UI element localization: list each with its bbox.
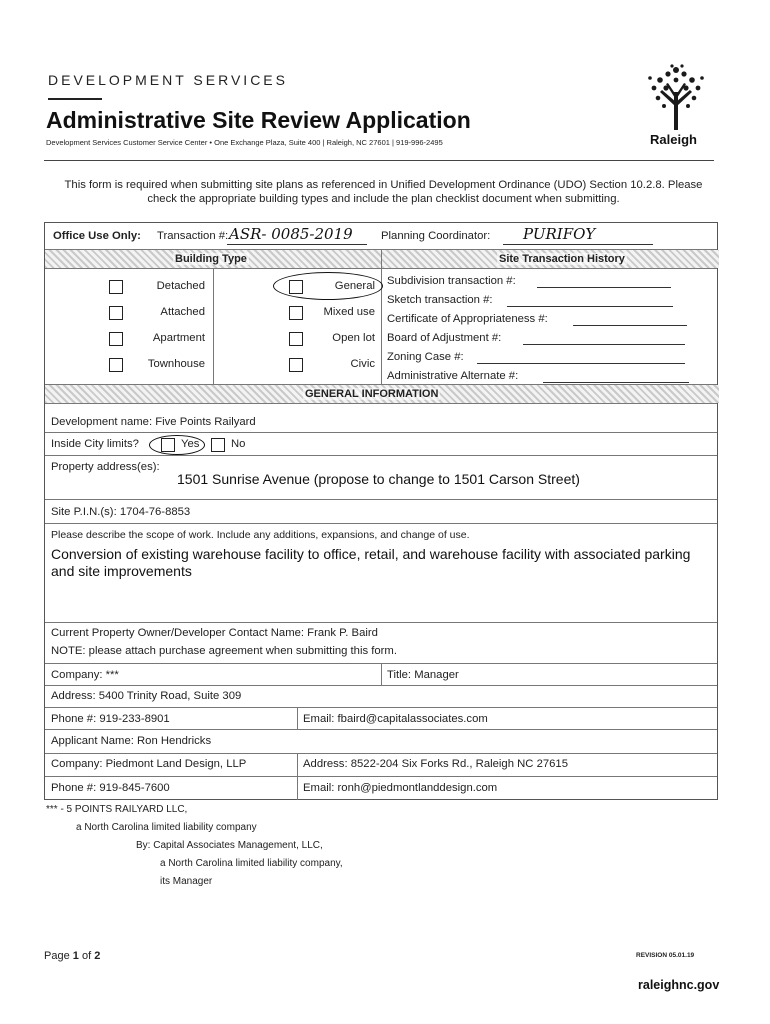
footnote-line-5: its Manager xyxy=(160,876,213,887)
checkbox-attached[interactable] xyxy=(109,306,123,320)
row-divider xyxy=(45,753,717,754)
revision-label: REVISION 05.01.19 xyxy=(636,952,695,959)
column-divider xyxy=(381,664,382,685)
purchase-note: NOTE: please attach purchase agreement when submitting this form. xyxy=(51,645,397,657)
application-form xyxy=(44,222,718,800)
scope-label: Please describe the scope of work. Include any additions, expansions, and change of use. xyxy=(51,529,470,541)
zoning-case-input[interactable] xyxy=(477,363,685,364)
footnote-line-2: a North Carolina limited liability company xyxy=(76,822,257,833)
transaction-number-handwritten[interactable]: ASR- 0085-2019 xyxy=(229,225,353,243)
department-underline xyxy=(48,98,102,100)
row-divider xyxy=(45,622,717,623)
checkbox-mixed-use[interactable] xyxy=(289,306,303,320)
column-divider xyxy=(297,708,298,729)
board-adjustment-input[interactable] xyxy=(523,344,685,345)
inside-city-limits-label: Inside City limits? xyxy=(51,438,139,450)
form-title: Administrative Site Review Application xyxy=(46,107,471,133)
department-label: DEVELOPMENT SERVICES xyxy=(48,72,288,88)
checkbox-open-lot[interactable] xyxy=(289,332,303,346)
yes-circled-mark xyxy=(149,435,205,455)
owner-phone: Phone #: 919-233-8901 xyxy=(51,713,170,725)
column-divider xyxy=(381,250,382,384)
page-number: Page 1 of 2 xyxy=(44,950,101,962)
subdivision-input[interactable] xyxy=(537,287,671,288)
coa-input[interactable] xyxy=(573,325,687,326)
applicant-company: Company: Piedmont Land Design, LLP xyxy=(51,758,247,770)
row-divider xyxy=(45,685,717,686)
label-civic: Civic xyxy=(350,358,375,370)
sketch-label: Sketch transaction #: xyxy=(387,294,493,306)
admin-alternate-input[interactable] xyxy=(543,382,689,383)
applicant-email: Email: ronh@piedmontlanddesign.com xyxy=(303,782,498,794)
column-divider xyxy=(213,269,214,384)
office-use-label: Office Use Only: xyxy=(53,230,141,242)
raleigh-logo-text: Raleigh xyxy=(650,132,697,147)
owner-contact-name: Current Property Owner/Developer Contact Name: Frank P. Baird xyxy=(51,627,378,639)
admin-alternate-label: Administrative Alternate #: xyxy=(387,370,519,382)
row-divider xyxy=(45,455,717,456)
checkbox-city-limits-no[interactable] xyxy=(211,438,225,452)
site-pin: Site P.I.N.(s): 1704-76-8853 xyxy=(51,506,191,518)
checkbox-civic[interactable] xyxy=(289,358,303,372)
zoning-case-label: Zoning Case #: xyxy=(387,351,464,363)
label-general: General xyxy=(334,280,375,292)
site-history-heading: Site Transaction History xyxy=(499,253,625,265)
scope-value[interactable]: Conversion of existing warehouse facility to office, retail, and warehouse facility with associated parking and site improvements xyxy=(51,546,691,579)
label-yes: Yes xyxy=(181,438,200,450)
coa-label: Certificate of Appropriateness #: xyxy=(387,313,548,325)
applicant-name: Applicant Name: Ron Hendricks xyxy=(51,735,212,747)
row-divider xyxy=(45,776,717,777)
label-mixed-use: Mixed use xyxy=(323,306,375,318)
header-divider xyxy=(44,160,714,161)
label-no: No xyxy=(231,438,246,450)
property-address-value[interactable]: 1501 Sunrise Avenue (propose to change to 1501 Carson Street) xyxy=(177,471,580,487)
property-address-label: Property address(es): xyxy=(51,461,160,473)
footnote-line-4: a North Carolina limited liability company, xyxy=(160,858,343,869)
coordinator-fill-line xyxy=(503,244,653,245)
transaction-fill-line xyxy=(227,244,367,245)
column-divider xyxy=(297,754,298,800)
label-townhouse: Townhouse xyxy=(147,358,205,370)
row-divider xyxy=(45,432,717,433)
label-attached: Attached xyxy=(160,306,205,318)
checkbox-apartment[interactable] xyxy=(109,332,123,346)
owner-title: Title: Manager xyxy=(387,669,459,681)
row-divider xyxy=(45,523,717,524)
applicant-address: Address: 8522-204 Six Forks Rd., Raleigh NC 27615 xyxy=(303,758,568,770)
row-divider xyxy=(45,707,717,708)
general-info-heading: GENERAL INFORMATION xyxy=(305,388,439,400)
row-divider xyxy=(45,403,717,404)
owner-address: Address: 5400 Trinity Road, Suite 309 xyxy=(51,690,242,702)
applicant-phone: Phone #: 919-845-7600 xyxy=(51,782,170,794)
footnote-line-3: By: Capital Associates Management, LLC, xyxy=(136,840,323,851)
general-circled-mark xyxy=(273,272,383,300)
office-contact-line: Development Services Customer Service Center • One Exchange Plaza, Suite 400 | Raleigh, NC 27601 | 919-996-2495 xyxy=(46,138,443,147)
label-detached: Detached xyxy=(156,280,205,292)
development-name: Development name: Five Points Railyard xyxy=(51,416,256,428)
label-apartment: Apartment xyxy=(152,332,205,344)
subdivision-label: Subdivision transaction #: xyxy=(387,275,516,287)
transaction-label: Transaction #: xyxy=(157,230,229,242)
checkbox-townhouse[interactable] xyxy=(109,358,123,372)
row-divider xyxy=(45,729,717,730)
oak-tree-icon xyxy=(644,62,708,130)
label-open-lot: Open lot xyxy=(332,332,375,344)
checkbox-detached[interactable] xyxy=(109,280,123,294)
coordinator-label: Planning Coordinator: xyxy=(381,230,491,242)
sketch-input[interactable] xyxy=(507,306,673,307)
building-type-heading: Building Type xyxy=(175,253,247,265)
row-divider xyxy=(45,499,717,500)
owner-email: Email: fbaird@capitalassociates.com xyxy=(303,713,488,725)
website-link[interactable]: raleighnc.gov xyxy=(638,978,720,992)
board-adjustment-label: Board of Adjustment #: xyxy=(387,332,502,344)
footnote-line-1: *** - 5 POINTS RAILYARD LLC, xyxy=(46,804,188,815)
coordinator-handwritten[interactable]: PURIFOY xyxy=(523,225,596,243)
intro-paragraph: This form is required when submitting site plans as referenced in Unified Development Ordinance (UDO) Section 10.2.8. Please check the appropriate building types and include the plan checklist document when submitting. xyxy=(64,179,703,205)
owner-company: Company: *** xyxy=(51,669,119,681)
